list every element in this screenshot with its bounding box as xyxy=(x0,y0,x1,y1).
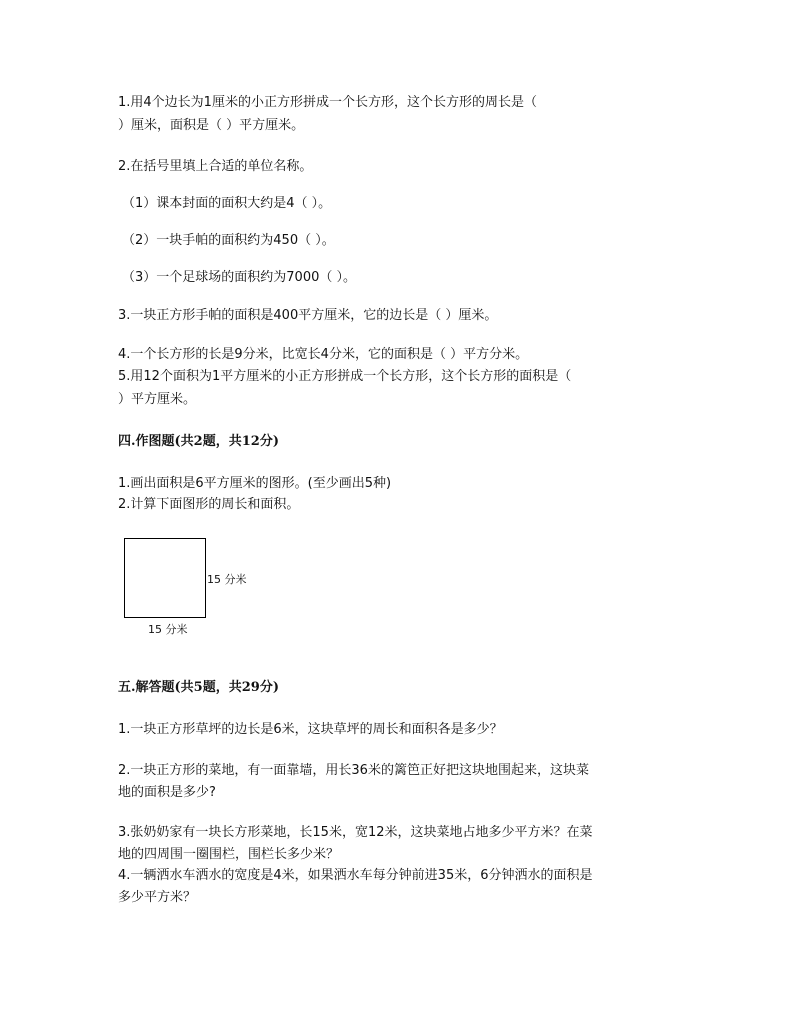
question-3-5-line2: ）平方厘米。 xyxy=(118,392,197,407)
question-3-2-sub3: （3）一个足球场的面积约为7000（ ）。 xyxy=(122,270,356,285)
section-4-heading: 四.作图题(共2题，共12分) xyxy=(118,434,279,449)
question-3-3: 3.一块正方形手帕的面积是400平方厘米，它的边长是（ ）厘米。 xyxy=(118,308,498,323)
question-5-1: 1.一块正方形草坪的边长是6米，这块草坪的周长和面积各是多少？ xyxy=(118,722,503,737)
question-5-3-line2: 地的四周围一圈围栏，围栏长多少米？ xyxy=(118,847,340,862)
question-5-2-line2: 地的面积是多少? xyxy=(118,785,216,800)
question-5-4-line2: 多少平方米？ xyxy=(118,890,197,905)
question-3-2-sub1: （1）课本封面的面积大约是4（ ）。 xyxy=(122,196,332,211)
square-bottom-label: 15 分米 xyxy=(148,623,188,636)
question-5-2-line1: 2.一块正方形的菜地，有一面靠墙，用长36米的篱笆正好把这块地围起来，这块菜 xyxy=(118,763,589,778)
square-figure xyxy=(124,538,206,618)
question-3-2: 2.在括号里填上合适的单位名称。 xyxy=(118,159,313,174)
question-3-5-line1: 5.用12个面积为1平方厘米的小正方形拼成一个长方形，这个长方形的面积是（ xyxy=(118,369,572,384)
question-5-3-line1: 3.张奶奶家有一块长方形菜地，长15米，宽12米，这块菜地占地多少平方米？在菜 xyxy=(118,825,593,840)
question-3-4: 4.一个长方形的长是9分米，比宽长4分米，它的面积是（ ）平方分米。 xyxy=(118,347,529,362)
question-3-1-line1: 1.用4个边长为1厘米的小正方形拼成一个长方形，这个长方形的周长是（ xyxy=(118,95,537,110)
section-5-heading: 五.解答题(共5题，共29分) xyxy=(118,680,279,695)
question-4-2: 2.计算下面图形的周长和面积。 xyxy=(118,497,300,512)
question-4-1: 1.画出面积是6平方厘米的图形。(至少画出5种) xyxy=(118,476,392,491)
question-5-4-line1: 4.一辆洒水车洒水的宽度是4米，如果洒水车每分钟前进35米，6分钟洒水的面积是 xyxy=(118,868,593,883)
question-3-2-sub2: （2）一块手帕的面积约为450（ ）。 xyxy=(122,233,335,248)
square-side-label: 15 分米 xyxy=(207,573,247,586)
question-3-1-line2: ）厘米，面积是（ ）平方厘米。 xyxy=(118,118,305,133)
